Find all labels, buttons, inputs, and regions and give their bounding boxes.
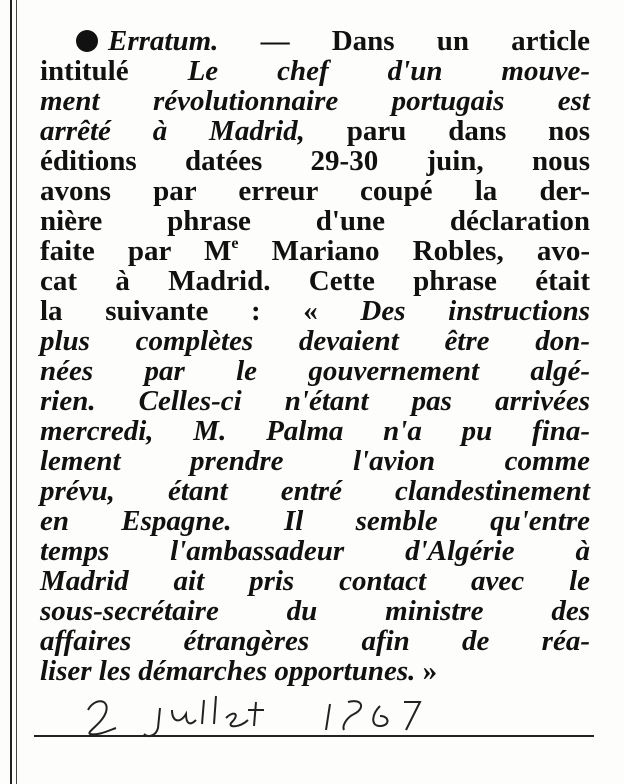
- article-text: affaires étrangères afin de réa-: [40, 625, 590, 657]
- handwritten-date-annotation: [80, 680, 550, 740]
- article-line: [40, 356, 590, 386]
- article-text: la suivante : «: [40, 295, 361, 327]
- article-line: [40, 536, 590, 566]
- article-text: nière phrase d'une déclaration: [40, 205, 590, 237]
- article-line: [40, 596, 590, 626]
- column-rule-inner: [16, 0, 17, 784]
- article-line: [40, 116, 590, 146]
- article-text: en Espagne. Il semble qu'entre: [40, 505, 590, 537]
- article-text: e: [231, 235, 239, 252]
- article-text: — Dans un article: [218, 25, 590, 57]
- article-text: liser les démarches opportunes.: [40, 655, 416, 687]
- article-text: temps l'ambassadeur d'Algérie à: [40, 535, 590, 567]
- article-line: [40, 176, 590, 206]
- article-line: [40, 446, 590, 476]
- article-text: sous-secrétaire du ministre des: [40, 595, 590, 627]
- article-line: [40, 626, 590, 656]
- article-line: [40, 236, 590, 266]
- article-text: avons par erreur coupé la der-: [40, 175, 590, 207]
- article-text: rien. Celles-ci n'étant pas arrivées: [40, 385, 590, 417]
- article-text: paru dans nos: [304, 115, 591, 147]
- bottom-rule: [34, 735, 594, 737]
- article-line: [40, 146, 590, 176]
- article-text: prévu, étant entré clandestinement: [40, 475, 590, 507]
- article-line: [40, 506, 590, 536]
- article-text: faite par M: [40, 235, 232, 267]
- article-text: Mariano Robles, avo-: [238, 235, 591, 267]
- article-text: arrêté à Madrid,: [40, 115, 305, 147]
- article-line: [40, 26, 590, 56]
- article-line: [40, 386, 590, 416]
- article-line: [40, 86, 590, 116]
- article-line: [40, 476, 590, 506]
- article-text: mercredi, M. Palma n'a pu fina-: [40, 415, 590, 447]
- bullet-icon: [76, 30, 98, 52]
- article-line: [40, 566, 590, 596]
- article-text: éditions datées 29-30 juin, nous: [40, 145, 590, 177]
- article-line: [40, 206, 590, 236]
- article-text: Madrid ait pris contact avec le: [40, 565, 590, 597]
- column-rule: [10, 0, 12, 784]
- article-text: cat à Madrid. Cette phrase était: [40, 265, 590, 297]
- article-text: plus complètes devaient être don-: [40, 325, 590, 357]
- article-line: [40, 56, 590, 86]
- article-text: Le chef d'un mouve-: [187, 55, 591, 87]
- article-line: [40, 296, 590, 326]
- article-text: intitulé: [40, 55, 188, 87]
- article-line: [40, 326, 590, 356]
- article-text: Des instructions: [360, 295, 590, 327]
- article-line: [40, 266, 590, 296]
- article-text: »: [415, 655, 438, 687]
- article-text: ment révolutionnaire portugais est: [40, 85, 590, 117]
- article-text: Erratum.: [108, 25, 219, 57]
- article-text: lement prendre l'avion comme: [40, 445, 590, 477]
- erratum-article: [40, 26, 590, 686]
- article-line: [40, 416, 590, 446]
- article-text: nées par le gouvernement algé-: [40, 355, 590, 387]
